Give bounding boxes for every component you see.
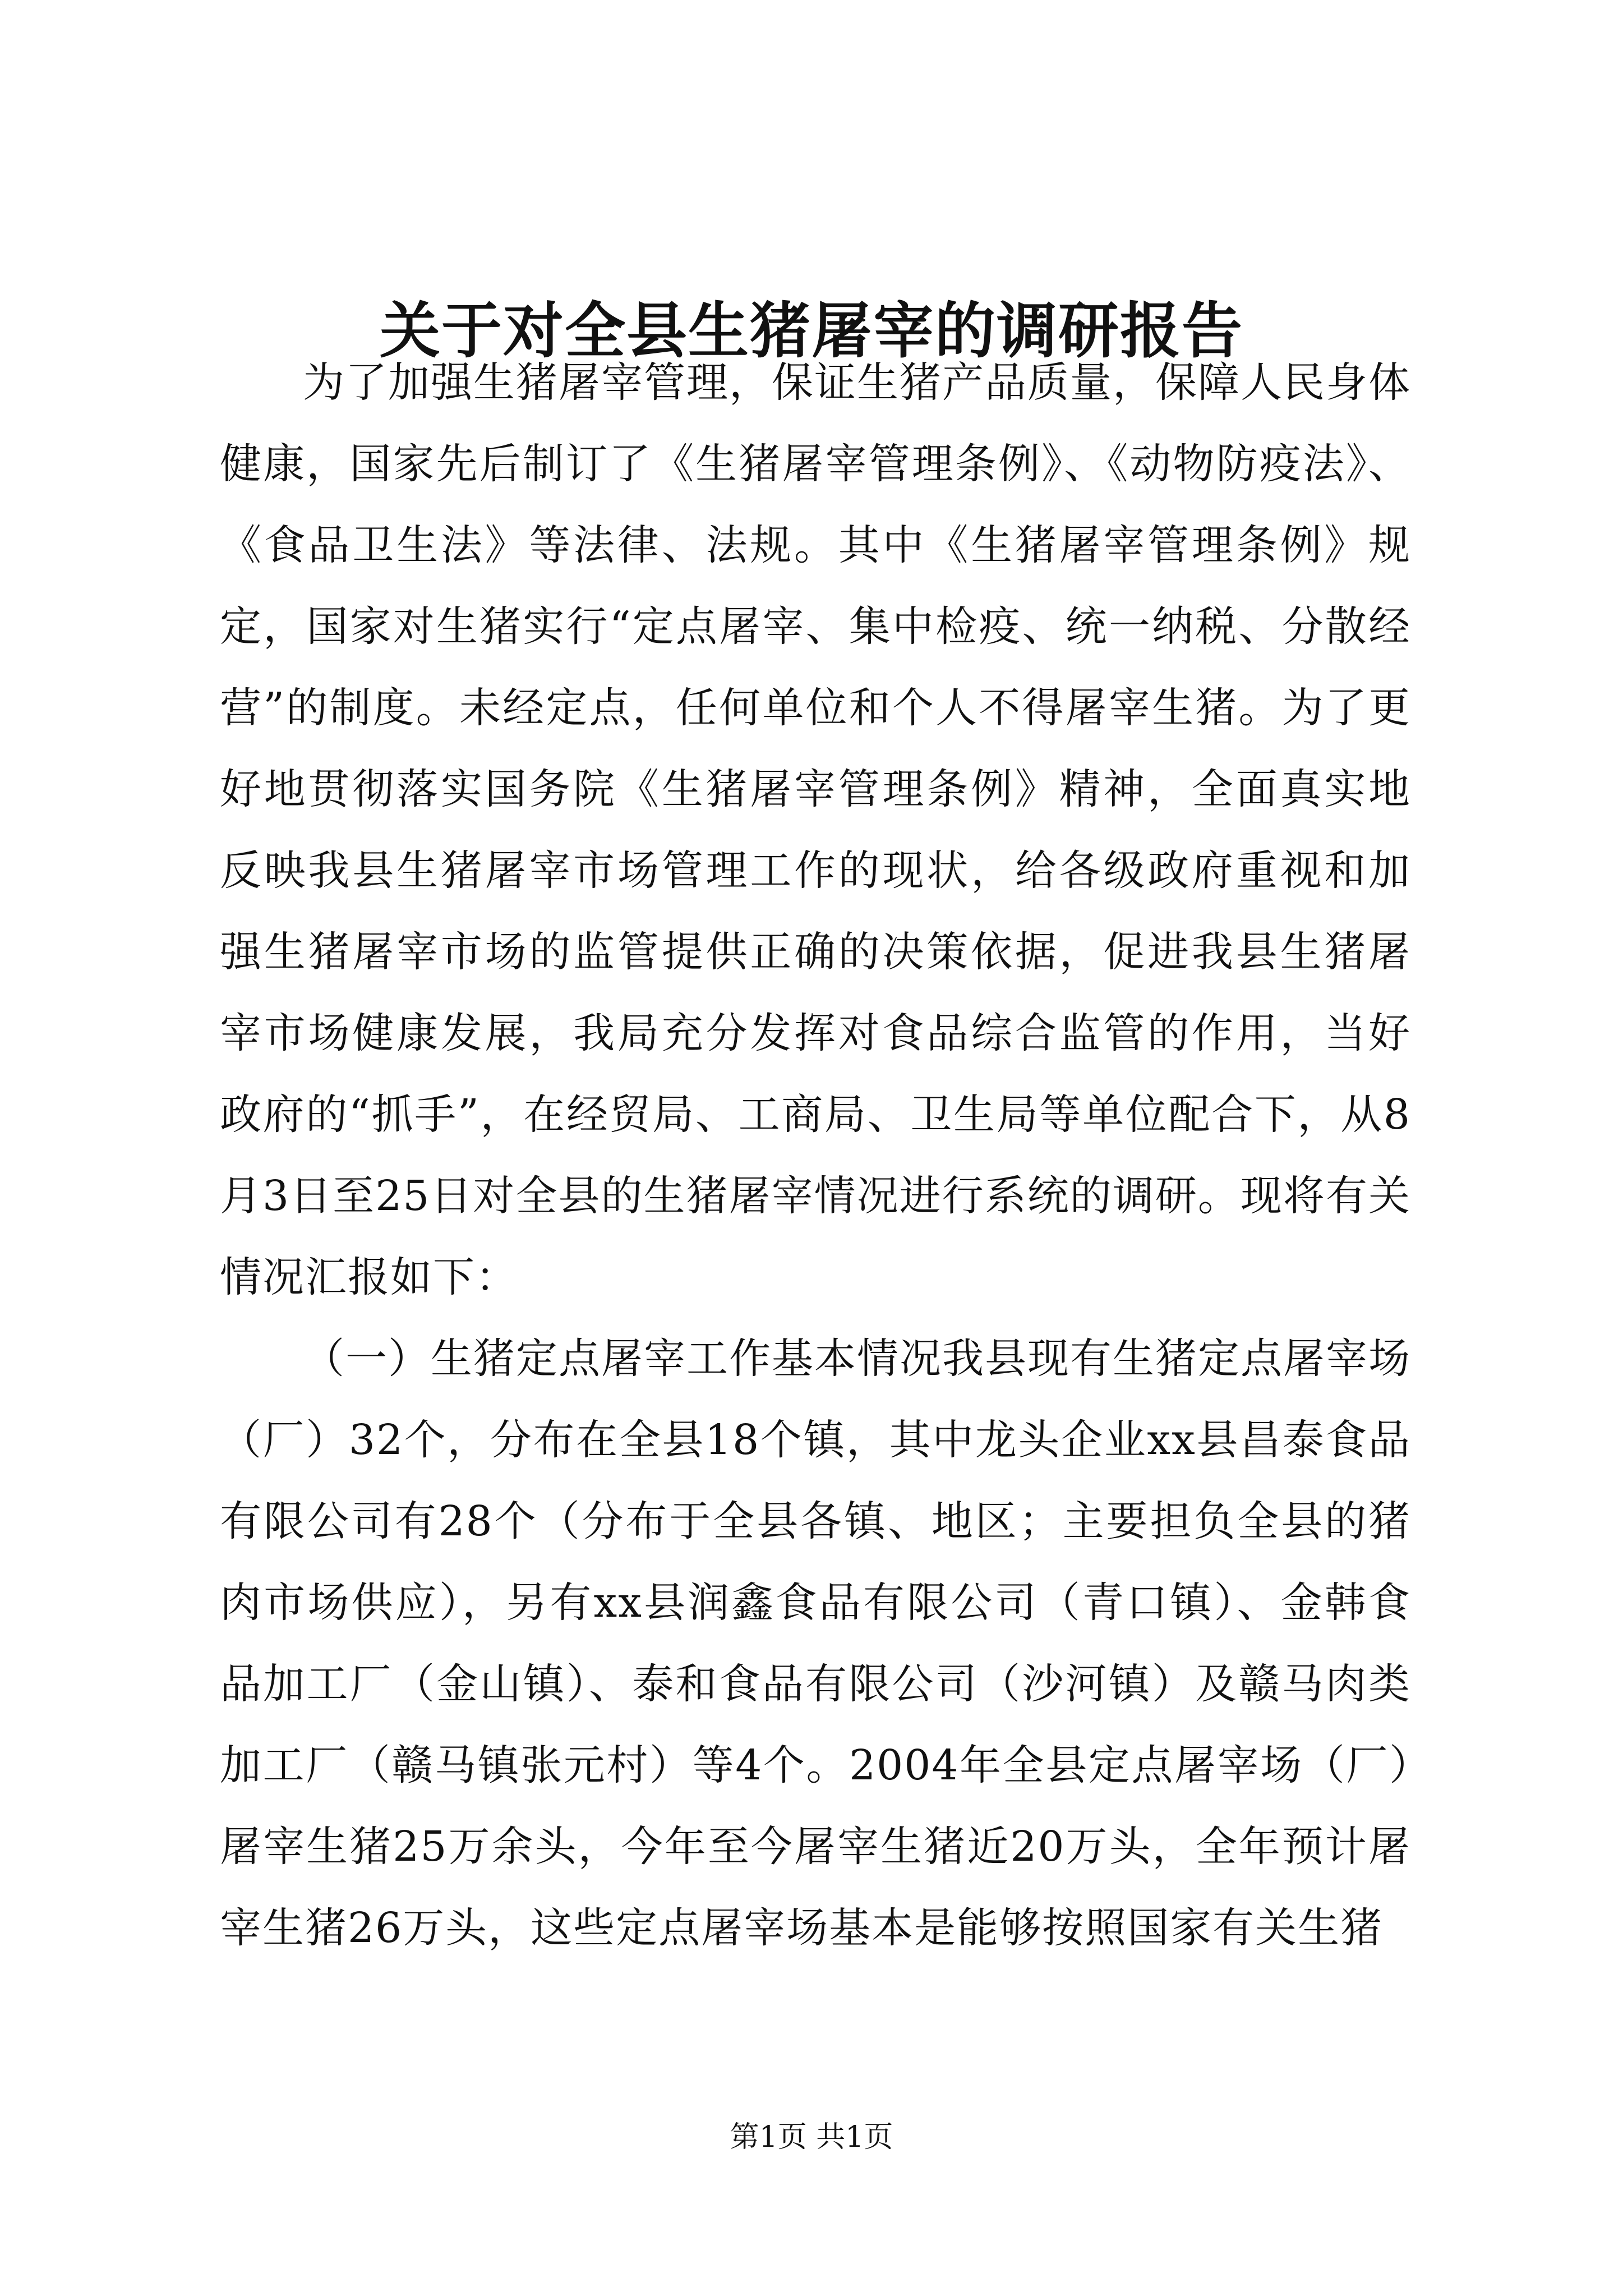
page-number-footer: 第1页 共1页: [730, 2120, 893, 2154]
paragraph-section-1: （一）生猪定点屠宰工作基本情况我县现有生猪定点屠宰场（厂）32个，分布在全县18个镇，其中龙头企业xx县昌泰食品有限公司有28个（分布于全县各镇、地区；主要担负全县的猪肉市场供应），另有xx县润鑫食品有限公司（青口镇）、金韩食品加工厂（金山镇）、泰和食品有限公司（沙河镇）及赣马肉类加工厂（赣马镇张元村）等4个。2004年全县定点屠宰场（厂）屠宰生猪25万余头，今年至今屠宰生猪近20万头，全年预计屠宰生猪26万头，这些定点屠宰场基本是能够按照国家有关生猪: [220, 1335, 1411, 1952]
paragraph-intro: 为了加强生猪屠宰管理，保证生猪产品质量，保障人民身体健康，国家先后制订了《生猪屠宰管理条例》、《动物防疫法》、《食品卫生法》等法律、法规。其中《生猪屠宰管理条例》规定，国家对生猪实行“定点屠宰、集中检疫、统一纳税、分散经营”的制度。未经定点，任何单位和个人不得屠宰生猪。为了更好地贯彻落实国务院《生猪屠宰管理条例》精神，全面真实地反映我县生猪屠宰市场管理工作的现状，给各级政府重视和加强生猪屠宰市场的监管提供正确的决策依据，促进我县生猪屠宰市场健康发展，我局充分发挥对食品综合监管的作用，当好政府的“抓手”，在经贸局、工商局、卫生局等单位配合下，从8月3日至25日对全县的生猪屠宰情况进行系统的调研。现将有关情况汇报如下：: [220, 358, 1411, 1301]
document-title: 关于对全县生猪屠宰的调研报告: [379, 296, 1243, 366]
document-body: [220, 342, 1411, 1969]
